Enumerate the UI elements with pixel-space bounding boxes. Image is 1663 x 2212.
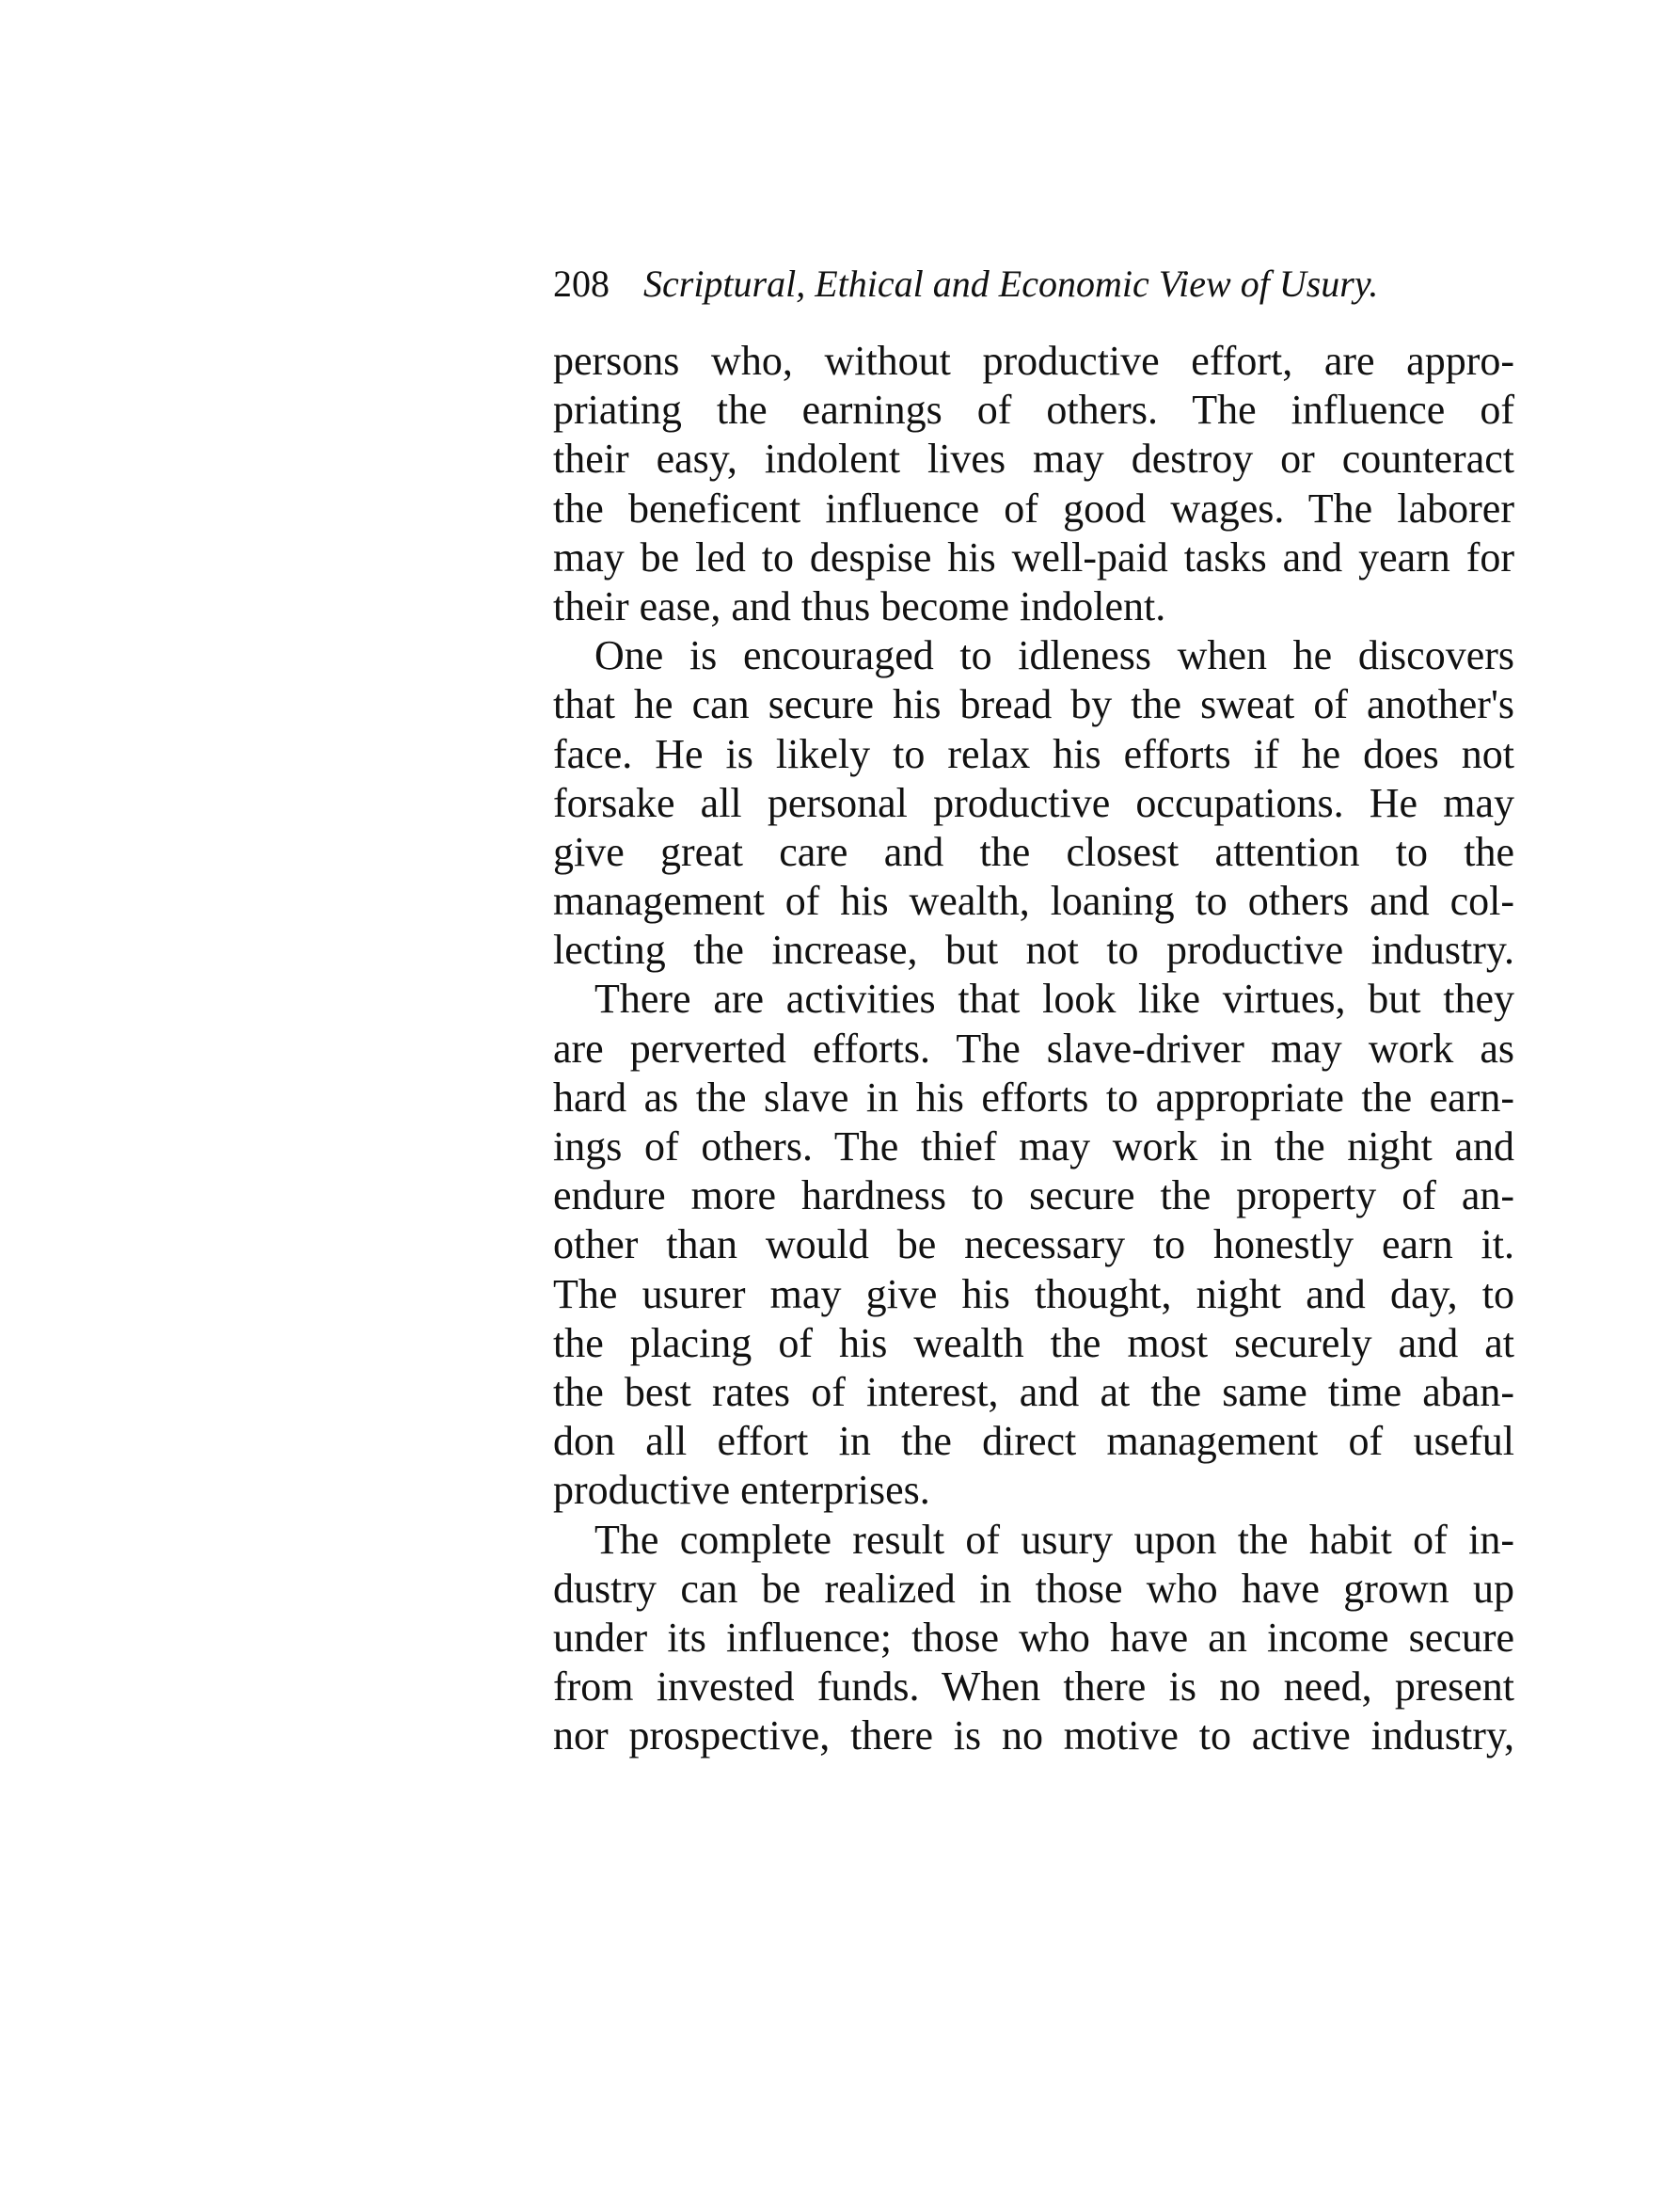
paragraph: [553, 1516, 1514, 1761]
text-line: give great care and the closest attention to the: [553, 828, 1514, 875]
text-line: the beneficent influence of good wages. The laborer: [553, 485, 1514, 532]
text-line: productive enterprises.: [553, 1467, 930, 1514]
text-line: forsake all personal productive occupations. He may: [553, 779, 1514, 826]
text-line: don all effort in the direct management of useful: [553, 1418, 1514, 1465]
text-line: lecting the increase, but not to productive industry.: [553, 927, 1514, 974]
text-line: face. He is likely to relax his efforts if he does not: [553, 730, 1514, 777]
text-line: dustry can be realized in those who have grown up: [553, 1565, 1514, 1612]
text-line: One is encouraged to idleness when he discovers: [594, 632, 1514, 679]
text-line: their easy, indolent lives may destroy or counteract: [553, 436, 1514, 483]
text-line: The usurer may give his thought, night and day, to: [553, 1270, 1514, 1317]
text-line: under its influence; those who have an income secure: [553, 1614, 1514, 1661]
text-line: the best rates of interest, and at the same time aban-: [553, 1368, 1514, 1415]
paragraph: [553, 631, 1514, 975]
paragraph: [553, 975, 1514, 1515]
text-line: persons who, without productive effort, are appro-: [553, 338, 1514, 384]
text-line: There are activities that look like virtues, but they: [594, 976, 1514, 1023]
text-line: are perverted efforts. The slave-driver may work as: [553, 1025, 1514, 1072]
text-line: ings of others. The thief may work in the night and: [553, 1123, 1514, 1170]
running-title: Scriptural, Ethical and Economic View of Usury.: [643, 263, 1379, 305]
paragraph: [553, 337, 1514, 631]
page-header: [553, 256, 1513, 312]
text-line: the placing of his wealth the most securely and at: [553, 1319, 1514, 1366]
text-line: may be led to despise his well-paid tasks and yearn for: [553, 533, 1514, 581]
page-number: 208: [553, 263, 610, 305]
text-line: other than would be necessary to honestly earn it.: [553, 1221, 1514, 1268]
text-line: management of his wealth, loaning to others and col-: [553, 878, 1514, 925]
text-line: hard as the slave in his efforts to appropriate the earn-: [553, 1074, 1514, 1121]
text-line: from invested funds. When there is no need, present: [553, 1663, 1514, 1711]
text-line: endure more hardness to secure the property of an-: [553, 1172, 1514, 1219]
text-line: priating the earnings of others. The influence of: [553, 387, 1514, 434]
text-line: that he can secure his bread by the sweat of another's: [553, 681, 1514, 728]
body-text: [553, 337, 1514, 1760]
text-line: The complete result of usury upon the habit of in-: [594, 1516, 1514, 1563]
text-line: nor prospective, there is no motive to active industry,: [553, 1712, 1514, 1759]
text-line: their ease, and thus become indolent.: [553, 582, 1166, 629]
